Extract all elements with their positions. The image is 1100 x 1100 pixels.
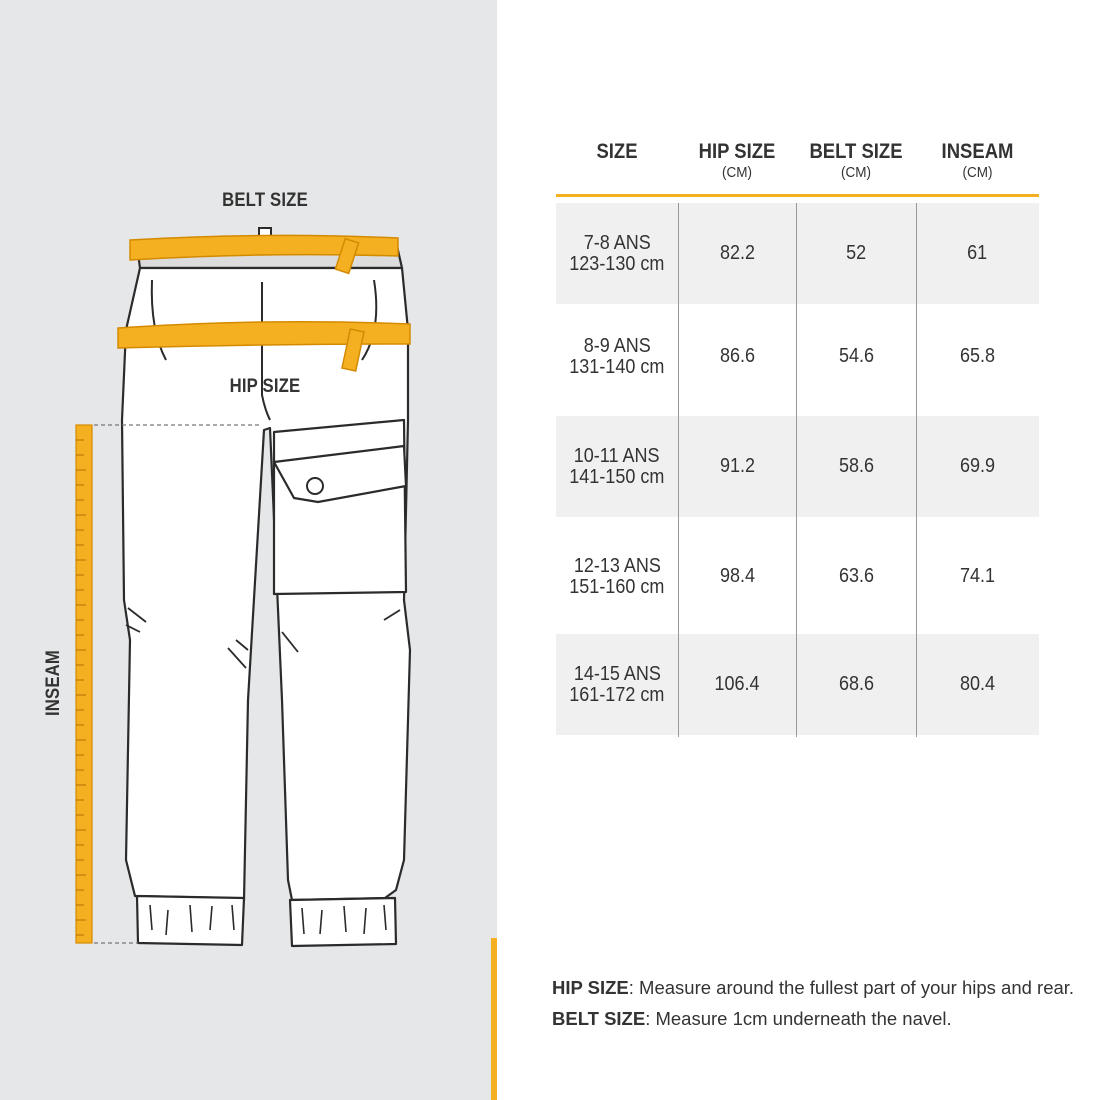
belt-cell [796,526,916,627]
belt-note-text: : Measure 1cm underneath the navel. [645,1008,952,1029]
hip-cell [678,526,796,627]
header-hip-unit: (CM) [721,164,752,181]
hip-note [552,972,1074,1003]
inseam-value: 69.9 [959,455,996,477]
inseam-value: 65.8 [959,345,996,367]
column-divider [678,203,679,737]
size-cell [556,526,678,627]
hip-cell [678,203,796,304]
belt-cell [796,416,916,517]
age-range: 7-8 ANS [583,231,651,254]
hip-value: 86.6 [719,345,755,367]
belt-value: 58.6 [838,455,874,477]
inseam-cell [916,306,1039,407]
size-cell [556,203,678,304]
height-range: 141-150 cm [569,465,665,488]
belt-cell [796,634,916,735]
header-inseam-label: INSEAM [941,140,1014,163]
inseam-cell [916,203,1039,304]
inseam-cell [916,416,1039,517]
header-inseam-unit: (CM) [962,164,993,181]
table-row [556,416,1039,517]
age-range: 10-11 ANS [574,444,660,467]
hip-value: 106.4 [714,673,760,695]
table-row [556,306,1039,407]
header-size [556,140,678,164]
belt-value: 52 [845,242,867,264]
height-range: 123-130 cm [569,252,665,275]
size-cell [556,306,678,407]
height-range: 131-140 cm [569,355,665,378]
belt-value: 63.6 [838,565,874,587]
table-row [556,634,1039,735]
belt-cell [796,203,916,304]
belt-note-term: BELT SIZE [552,1008,646,1029]
inseam-value: 61 [967,242,988,264]
table-row [556,526,1039,627]
header-hip [678,140,796,181]
hip-cell [678,416,796,517]
header-inseam [916,140,1039,181]
hip-value: 98.4 [719,565,755,587]
measurement-notes [552,972,1074,1034]
size-cell [556,634,678,735]
inseam-value: 80.4 [959,673,996,695]
header-size-label: SIZE [596,140,638,163]
inseam-label: INSEAM [43,649,64,717]
hip-value: 91.2 [719,455,755,477]
age-range: 12-13 ANS [573,554,661,577]
belt-cell [796,306,916,407]
inseam-cell [916,634,1039,735]
pants-diagram [0,0,497,1100]
height-range: 151-160 cm [569,575,665,598]
hip-note-term: HIP SIZE [552,977,629,998]
belt-value: 54.6 [838,345,874,367]
header-hip-label: HIP SIZE [698,140,776,163]
hip-value: 82.2 [719,242,755,264]
age-range: 8-9 ANS [583,334,651,357]
hip-cell [678,634,796,735]
column-divider [916,203,917,737]
table-row [556,203,1039,304]
height-range: 161-172 cm [569,683,665,706]
inseam-value: 74.1 [959,565,996,587]
header-belt-label: BELT SIZE [809,140,903,163]
age-range: 14-15 ANS [573,662,661,685]
belt-size-label: BELT SIZE [222,190,308,211]
header-belt [796,140,916,181]
inseam-cell [916,526,1039,627]
hip-size-label: HIP SIZE [229,376,301,397]
header-divider [556,194,1039,197]
belt-note [552,1003,1074,1034]
hip-note-text: : Measure around the fullest part of your hips and rear. [628,977,1075,998]
belt-value: 68.6 [838,673,874,695]
column-divider [796,203,797,737]
size-cell [556,416,678,517]
hip-cell [678,306,796,407]
header-belt-unit: (CM) [840,164,871,181]
